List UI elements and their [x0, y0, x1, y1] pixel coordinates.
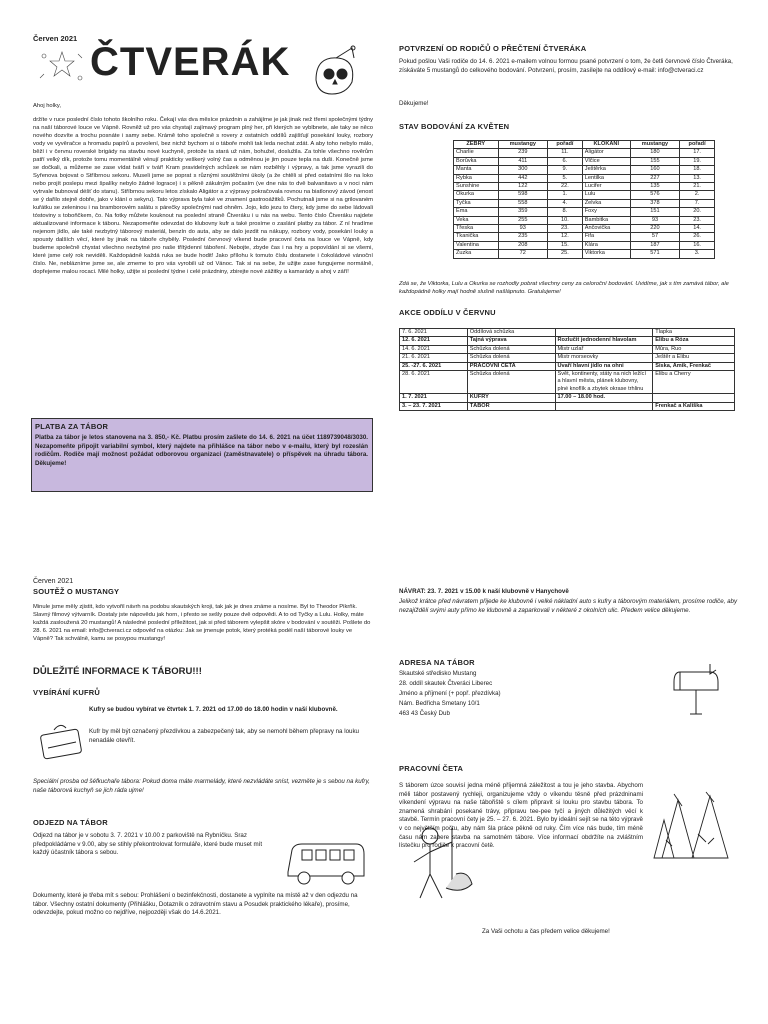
stav-row: [454, 233, 715, 241]
stav-row: [454, 199, 715, 207]
stav-cell: 576: [630, 191, 679, 199]
stav-cell: 23.: [680, 216, 715, 224]
stav-cell: 2.: [680, 191, 715, 199]
stav-cell: 135: [630, 183, 679, 191]
akce-cell: [555, 329, 653, 337]
tepee-tents-icon: [648, 790, 744, 864]
stav-cell: Viktorka: [582, 250, 630, 258]
stav-cell: Lucifer: [582, 183, 630, 191]
letter-body: držíte v ruce poslední číslo tohoto školního roku. Čekají vás dva měsíce prázdnin a zahájíme je jak jinak než třemi společnými týdny na naší táborové louce ve Vápně. Rovněž už pro vás chystají zajímavý program plný her, při kterých se vyblbnete, ale taky se něco nového dozvíte a trochu posnáte i samy sebe. Krámě toho společně s rovery z ostatních oddílů zajišťují posekání louky, rozbory vody ve vyvěračce a hromadu papírů a povolení, bez nichž bychom si o táboře mohli tak leda nechat zdát. A aby toho nebylo málo, běží i v červnu roverské brigády na stavbu nové kuchyně, protože ta stará už nám, bohužel, doslužila. Za tohle všechno rověrům patří velký dík, protože tomu momentálně vénují prakticky veškerý volný čas a odměnou je jim pouze tepla na duši. Konečně jsme se dočkali, a můžeme se zase vídat tváří v tvář! Kram pravidelných schůzek se nám rozběhly i výpravy, a tak jsme vyrazili do Syřenova bojovat o Stříbrnou sekoru. Museli jsme se poprat s různými soutěžními úkoly (a že chtěli si před ostatními šlo na loko nebo projít poslepu mezi špalíky nebylo žádné lograce) i s pěkně zákulným počasím (ve dne nás to dvě balvanitavo a v noci nám vytrvale bubnoval déšť do stanu). Stříbrnou sekoru letos získalo Aligátor a z výpravy pokračovala rovnou na biatlonový závod (enost se ý dařilo stejně dobře, jako v klání o sekyru). Tato výprava byla také ve znamení gastrooážitků. Pochutnali jsme si na grilovaném kuřátku se zeleninou i na bramborovém salátu s párečky společnými nad ohněm. Jojo, kdo jezu to čtery, kdy jsme do sebe ládovali tóstoviny s toboňčkem, čo. Na fotky můžete kouknout na poslední straně Čtveráku i u nás na webu. Tento číslo Čtveráku najdete aktualizované informace k táboru. Nezapomeňte odevzdat do klubovny kufr a také prosíme o zaslání platby za tábor. Z ní hradíme nejenom jídlo, ale také nezbytný táborový materiál, benzín do auta, aby se dalo jezdit na nákupy, rozbory vody, posekání louky a spousty dalších věcí, které by jinak na táboře chyběly. Poslední červnový víkend bude pracovní četa na louce ve Vápně, kdy budeme společně chystat všechno nezbytné pro naše třítýdenní táboření. Nebojte, zbyde čas i na hry a popovídání si se všemi, které jsme celý rok neviděli. Každopádně každá ruka se bude hodit! Jako přílohu k tomuto číslu dostanete i čokoládové vánoční číslo. Ne, neblázníme jsme se, ale zmeme to pro vás vyrobili už od Vánoc. Tak si na sebe, že užijte zase fungujeme normálně, dopřejeme malou rocaci. Milé holky, užijte si poslední týdne i celé prázdniny, zbirejte nové zážitky a kamarády a ahoj v září!: [33, 117, 373, 275]
adresa-line: 463 43 Český Dub: [399, 710, 450, 717]
stav-cell: 93: [630, 216, 679, 224]
akce-table: [399, 328, 735, 411]
akce-cell: 12. 6. 2021: [400, 337, 468, 345]
akce-cell: [653, 394, 735, 402]
stav-title: STAV BODOVÁNÍ ZA KVĚTEN: [399, 122, 510, 131]
stav-cell: Foxy: [582, 208, 630, 216]
adresa-line: 28. oddíl skautek Čtveráci Liberec: [399, 680, 493, 687]
stav-cell: 26.: [680, 233, 715, 241]
akce-cell: Tajná výprava: [467, 337, 555, 345]
stav-cell: 598: [498, 191, 547, 199]
stav-cell: Želvka: [582, 199, 630, 207]
stav-cell: 21.: [680, 183, 715, 191]
stav-cell: 93: [498, 225, 547, 233]
stav-row: [454, 216, 715, 224]
navrat-note: Jelikož krátce před návratem přijede ke klubovně i velké nákladní auto s kufry a táborovým materiálem, prosíme rodiče, aby nezajížděli svými auty přímo ke klubovně a zaparkovali v některé z okolních ulic. Předem velice děkujeme.: [399, 598, 738, 614]
platba-title: PLATBA ZA TÁBOR: [35, 422, 109, 431]
stav-cell: 4.: [548, 199, 583, 207]
stav-header-cell: pořadí: [680, 141, 715, 149]
akce-cell: 7. 6. 2021: [400, 329, 468, 337]
stav-cell: Ema: [454, 208, 499, 216]
stav-cell: 15.: [548, 241, 583, 249]
stav-header-cell: ZEBRY: [454, 141, 499, 149]
stav-cell: 7.: [680, 199, 715, 207]
platba-box: [31, 418, 373, 492]
stav-cell: 17.: [680, 149, 715, 157]
akce-cell: [555, 402, 653, 410]
akce-cell: Schůzka dolená: [467, 345, 555, 353]
akce-cell: Elibu a Cherry: [653, 371, 735, 394]
stav-cell: 411: [498, 157, 547, 165]
stav-cell: Veka: [454, 216, 499, 224]
stav-row: [454, 241, 715, 249]
akce-row: [400, 354, 735, 362]
stav-cell: Lentilka: [582, 174, 630, 182]
pracovni-text-1: S táborem úzce souvisí jedna méně příjemná záležitost a tou je jeho stavba. Abychom měli tábor postavený rychleji, organizujeme vždy o víkendu těsně před prázdninami víkendení výpravu na naše tábořiště s cílem připravit si louku pro stavbu tábora. To znamená shrabání posekané trávy, připravu tee-pee tyčí a jiných důležitých věcí k stavbě. Termín pracovní čety je 25. – 27. 6. 2021. Bylo by ideální sejít se na této výpravě v co největším počtu, aby nám šla práce pěkně od ruky. Čím více nás bude, tím méně času nám zabere stavba na samotném tábore. Více informací obdržíte na zvláštním lístečku pro rodiče k pracovní četě.: [399, 782, 643, 850]
akce-row: [400, 362, 735, 370]
stav-row: [454, 157, 715, 165]
akce-cell: Schůzka dolená: [467, 371, 555, 394]
akce-cell: 17.00 – 18.00 hod.: [555, 394, 653, 402]
akce-row: [400, 345, 735, 353]
akce-cell: Siska, Amik, Frenkač: [653, 362, 735, 370]
odjezd-title: ODJEZD NA TÁBOR: [33, 818, 108, 827]
akce-row: [400, 329, 735, 337]
adresa-line: Jméno a příjmení (+ popř. přezdívka): [399, 690, 501, 697]
adresa-title: ADRESA NA TÁBOR: [399, 658, 475, 667]
vybirani-text-1: Kufry se budou vybírat ve čtvrtek 1. 7. 2021 od 17.00 do 18.00 hodin v naší klubovně.: [89, 706, 338, 713]
stav-cell: Lulu: [582, 191, 630, 199]
navrat-text: NÁVRAT: 23. 7. 2021 v 15.00 k naší klubovně v Hanychově: [399, 588, 569, 595]
stav-cell: 23.: [548, 225, 583, 233]
stav-row: [454, 183, 715, 191]
stav-cell: 19.: [680, 157, 715, 165]
stav-cell: Fifa: [582, 233, 630, 241]
stav-cell: 220: [630, 225, 679, 233]
akce-cell: KUFRY: [467, 394, 555, 402]
akce-cell: Tlapka: [653, 329, 735, 337]
stav-cell: Tyčka: [454, 199, 499, 207]
stav-cell: 57: [630, 233, 679, 241]
odjezd-text: Odjezd na tábor je v sobotu 3. 7. 2021 v 10.00 z parkoviště na Rybníčku. Sraz předpokládáme v 9.00, aby se stihly překontrolovat formuláře, které bude muset mít každý účastník tábora s sebou.: [33, 832, 263, 857]
stav-cell: 12.: [548, 233, 583, 241]
vybirani-title: VYBÍRÁNÍ KUFRŮ: [33, 688, 100, 697]
stav-cell: 10.: [548, 216, 583, 224]
stav-cell: Okurka: [454, 191, 499, 199]
stav-cell: Manta: [454, 166, 499, 174]
suitcase-icon: [38, 718, 86, 762]
stav-cell: Rybka: [454, 174, 499, 182]
akce-cell: Mistr uzlař: [555, 345, 653, 353]
stav-note: Zdá se, že Viktorka, Lulu a Okurka se rozhodly pobrat všechny ceny za celoroční bodování. Uvidíme, jak s tím zamává tábor, ale každopádně holky mají hodně slušně našlápnuto. Gratulujeme!: [399, 281, 729, 295]
stav-header-cell: mustangy: [630, 141, 679, 149]
adresa-line: Nám. Bedřicha Smetany 10/1: [399, 700, 480, 707]
stav-row: [454, 208, 715, 216]
mailbox-icon: [672, 660, 724, 716]
platba-text: Platba za tábor je letos stanovena na 3. 850,- Kč. Platbu prosím zašlete do 14. 6. 2021 na účet 1189739048/3030. Nezapomeňte připojit variabilní symbol, který najdete na přihlášce na tábor nebo v e-mailu, který byl rozeslán rodičům. Rodiče mají možnost požádat odborovou organizaci (zaměstnavatele) o příspěvek na úhradu tábora. Děkujeme!: [35, 434, 368, 467]
akce-cell: 21. 6. 2021: [400, 354, 468, 362]
stav-cell: 18.: [680, 166, 715, 174]
stav-row: [454, 174, 715, 182]
stav-cell: 25.: [548, 250, 583, 258]
stav-row: [454, 250, 715, 258]
soutez-text: Minule jsme měly zjistit, kdo vytvořil návrh na podobu skautských kroji, tak jak je dnes známe a nosíme. Byl to Theodor Pikrňk. Slavný filmový výtvarník. Dostaly jste nápovědu jak horn, i přesto se sešly pouze dvě odpovědi. A to od Tyčky a Lulu. Holky, máte každá zasloužená 20 mustangů! A následné poslední příležitost, jak si před táborem vylepšit skóre v bodování v soutěži. Pošlete do 28. 6. 2021 na email: info@ctveraci.cz odpověď na otázku: Jak se jmenuje potok, který protéká podél naší táborové louky ve Vápně? Tak schválně, kamu se posypou mustangy!: [33, 604, 371, 642]
stav-cell: 20.: [680, 208, 715, 216]
stav-cell: 16.: [680, 241, 715, 249]
stav-cell: 239: [498, 149, 547, 157]
stav-cell: 571: [630, 250, 679, 258]
dekujeme-text: Děkujeme!: [399, 100, 429, 107]
stav-header-cell: pořadí: [548, 141, 583, 149]
stav-cell: 378: [630, 199, 679, 207]
adresa-line: Skautské středisko Mustang: [399, 670, 477, 677]
stav-cell: 442: [498, 174, 547, 182]
akce-row: [400, 394, 735, 402]
stav-cell: 359: [498, 208, 547, 216]
akce-cell: 14. 6. 2021: [400, 345, 468, 353]
stav-row: [454, 166, 715, 174]
pracovni-text-2: Za Vaši ochotu a čas předem velice děkujeme!: [482, 928, 610, 935]
stav-cell: Aligátor: [582, 149, 630, 157]
akce-cell: 28. 6. 2021: [400, 371, 468, 394]
akce-cell: Ještěr a Elibu: [653, 354, 735, 362]
stav-cell: Ještěrka: [582, 166, 630, 174]
stav-cell: Borůvka: [454, 157, 499, 165]
stav-cell: 72: [498, 250, 547, 258]
stav-cell: 180: [630, 149, 679, 157]
stav-cell: 151: [630, 208, 679, 216]
stav-row: [454, 225, 715, 233]
stav-cell: 255: [498, 216, 547, 224]
akce-cell: 3. – 23. 7. 2021: [400, 402, 468, 410]
page1-title: ČTVERÁK: [90, 40, 291, 84]
stav-cell: 11.: [548, 149, 583, 157]
stav-cell: 558: [498, 199, 547, 207]
akce-title: AKCE ODDÍLU V ČERVNU: [399, 308, 496, 317]
akce-row: [400, 402, 735, 410]
stav-cell: 235: [498, 233, 547, 241]
akce-cell: Frenkač a Kalíška: [653, 402, 735, 410]
stav-cell: 8.: [548, 208, 583, 216]
stav-header-row: [454, 141, 715, 149]
stars-decoration-icon: [36, 48, 88, 84]
akce-cell: Uvaří hlavní jídlo na ohni: [555, 362, 653, 370]
dulezite-title: DŮLEŽITÉ INFORMACE K TÁBORU!!!: [33, 666, 202, 677]
stav-cell: 5.: [548, 174, 583, 182]
stav-cell: 300: [498, 166, 547, 174]
akce-cell: TÁBOR: [467, 402, 555, 410]
potvrzeni-text: Pokud pošlou Vaši rodiče do 14. 6. 2021 e-mailem volnou formou psané potvrzení o tom, že četli červnové číslo Čtveráka, získáváte 5 mustangů do celkového bodování. Potvrzení, prosím, zasílejte na oddílový e-mail: info@ctveraci.cz: [399, 58, 733, 74]
stav-cell: 122: [498, 183, 547, 191]
stav-cell: 155: [630, 157, 679, 165]
stav-table: [453, 140, 715, 259]
stav-row: [454, 149, 715, 157]
stav-header-cell: KLOKANI: [582, 141, 630, 149]
akce-cell: 1. 7. 2021: [400, 394, 468, 402]
stav-cell: Valentina: [454, 241, 499, 249]
stav-cell: Třeska: [454, 225, 499, 233]
dokumenty-text: Dokumenty, které je třeba mít s sebou: Prohlášení o bezinfekčnosti, dostanete a vyplníte na místě až v den odjezdu na tábor. Všechny ostatní dokumenty (Přihlášku, Dotazník o zdravotním stavu a Posudek praktického lékaře), prosíme, odevzdejte, pokud možno co nejdříve, nejpozději však do 14.6.2021.: [33, 892, 358, 917]
stav-cell: 9.: [548, 166, 583, 174]
akce-cell: Můra, Ruo: [653, 345, 735, 353]
akce-cell: Elibu a Róza: [653, 337, 735, 345]
stav-cell: Zuzka: [454, 250, 499, 258]
stav-cell: 3.: [680, 250, 715, 258]
stav-cell: 13.: [680, 174, 715, 182]
potvrzeni-title: POTVRZENÍ OD RODIČŮ O PŘEČTENÍ ČTVERÁKA: [399, 44, 587, 53]
akce-row: [400, 371, 735, 394]
stav-cell: 6.: [548, 157, 583, 165]
stav-cell: 22.: [548, 183, 583, 191]
stav-cell: Ančovička: [582, 225, 630, 233]
owl-mascot-icon: [302, 44, 364, 100]
stav-cell: Klára: [582, 241, 630, 249]
stav-row: [454, 191, 715, 199]
stav-cell: 187: [630, 241, 679, 249]
bus-icon: [282, 832, 370, 894]
soutez-title: SOUTĚŽ O MUSTANGY: [33, 587, 120, 596]
akce-cell: PRACOVNÍ ČETA: [467, 362, 555, 370]
akce-cell: 25. -27. 6. 2021: [400, 362, 468, 370]
vybirani-text-2: Kufr by měl být označený přezdívkou a zabezpečený tak, aby se nemohl během přepravy na louku nenadále otevřít.: [89, 728, 359, 744]
akce-cell: Svět, kontinenty, státy na nich ležící a hlavní města, plánek klubovny, plné knoflík a zbytek okrase trhlinu: [555, 371, 653, 394]
stav-cell: 1.: [548, 191, 583, 199]
stav-cell: Charlie: [454, 149, 499, 157]
stav-cell: Bambitka: [582, 216, 630, 224]
akce-cell: Schůzka dolená: [467, 354, 555, 362]
stav-cell: Sunshine: [454, 183, 499, 191]
akce-cell: Mistr morseovky: [555, 354, 653, 362]
akce-cell: Rozlučit jednodenní hlavolam: [555, 337, 653, 345]
greeting: Ahoj holky,: [33, 103, 61, 109]
stav-cell: Tkanička: [454, 233, 499, 241]
stav-cell: 160: [630, 166, 679, 174]
stav-cell: 227: [630, 174, 679, 182]
stav-cell: 208: [498, 241, 547, 249]
akce-row: [400, 337, 735, 345]
page2-date: Červen 2021: [33, 578, 74, 585]
stav-cell: 14.: [680, 225, 715, 233]
stav-cell: Vlčice: [582, 157, 630, 165]
stav-header-cell: mustangy: [498, 141, 547, 149]
page1-date: Červen 2021: [33, 34, 78, 43]
vybirani-text-3: Speciální prosba od šéfkuchaře tábora: Pokud doma máte marmelády, které nezvládáte sníst, vezměte je s sebou na kufry, naše táborová kuchyň se jich ráda ujme!: [33, 778, 370, 794]
pracovni-title: PRACOVNÍ ČETA: [399, 764, 464, 773]
akce-cell: Oddílová schůzka: [467, 329, 555, 337]
